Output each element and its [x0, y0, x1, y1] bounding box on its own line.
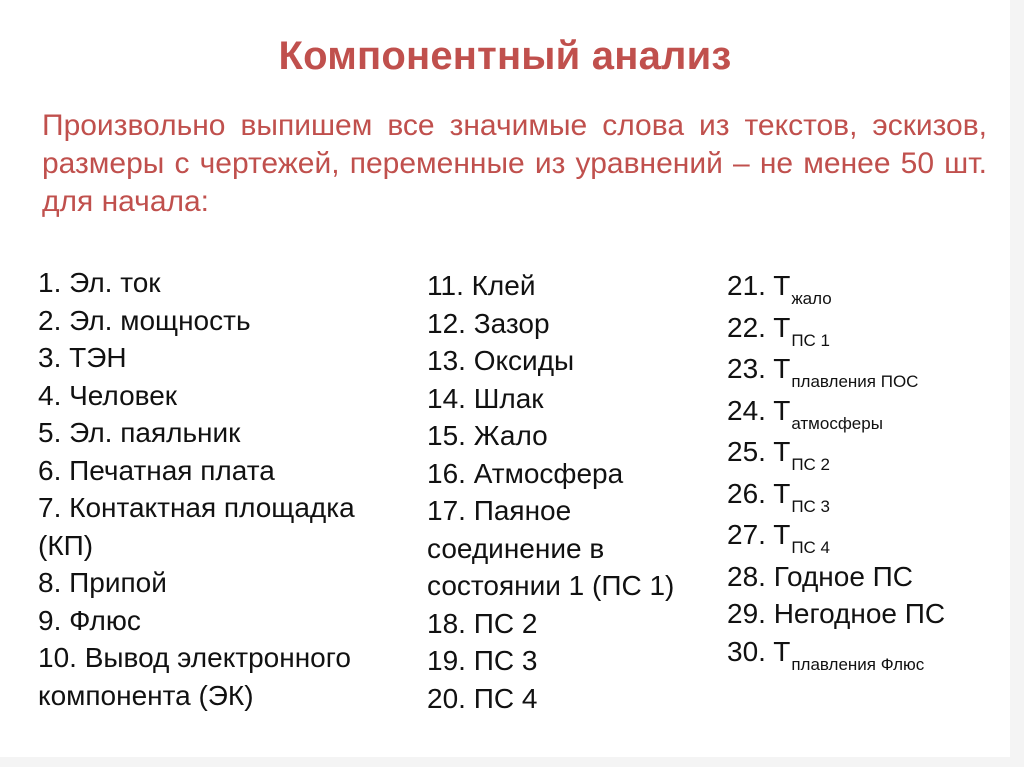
item-subscript: плавления Флюс: [791, 654, 925, 674]
list-item: 14. Шлак: [427, 382, 544, 414]
list-item: [727, 516, 1017, 558]
list-item: 11. Клей: [427, 270, 536, 301]
slide-title: Компонентный анализ: [278, 34, 732, 78]
list-item: 10. Вывод электронного компонента (ЭК): [38, 642, 351, 711]
list-item: 1. Эл. ток: [38, 267, 161, 298]
list-item: 16. Атмосфера: [427, 457, 624, 489]
list-item: 8. Припой: [38, 567, 167, 598]
list-item: [727, 633, 1017, 675]
list-column-3: [727, 267, 1017, 674]
item-subscript: ПС 2: [791, 455, 830, 474]
item-text: 24. T: [727, 394, 791, 426]
list-column-1: [38, 264, 408, 714]
item-text: 23. T: [727, 353, 791, 384]
item-text: 29. Негодное ПС: [727, 598, 946, 629]
list-item: 19. ПС 3: [427, 645, 538, 676]
list-item: 15. Жало: [427, 420, 548, 451]
list-item: 2. Эл. мощность: [38, 304, 251, 336]
list-item: 6. Печатная плата: [38, 454, 275, 486]
item-text: 28. Годное ПС: [727, 560, 914, 592]
list-column-2: [427, 267, 727, 717]
list-item: 7. Контактная площадка (КП): [38, 492, 355, 561]
list-item: [727, 433, 1017, 475]
item-text: 25. T: [727, 436, 791, 467]
list-item: [727, 392, 1017, 434]
list-item: 18. ПС 2: [427, 607, 538, 639]
item-text: 22. T: [727, 311, 791, 343]
list-item: [727, 595, 1017, 633]
item-text: 30. T: [727, 635, 791, 667]
item-subscript: жало: [791, 289, 832, 308]
list-item: 20. ПС 4: [427, 682, 538, 714]
list-item: [727, 475, 1017, 517]
list-item: 13. Оксиды: [427, 345, 575, 376]
list-item: 17. Паяное соединение в состоянии 1 (ПС 1): [427, 495, 675, 601]
item-text: 26. T: [727, 477, 791, 509]
list-item: [727, 309, 1017, 351]
list-item: 3. ТЭН: [38, 342, 127, 373]
list-item: [727, 558, 1017, 596]
list-item: [727, 267, 1017, 309]
item-subscript: атмосферы: [791, 413, 883, 433]
item-subscript: плавления ПОС: [791, 372, 919, 391]
list-item: [727, 350, 1017, 392]
list-item: 12. Зазор: [427, 307, 550, 339]
item-subscript: ПС 3: [791, 496, 830, 516]
intro-paragraph: Произвольно выпишем все значимые слова из текстов, эскизов, размеры с чертежей, переменные из уравнений – не менее 50 шт. для начала:: [42, 109, 987, 218]
list-item: 5. Эл. паяльник: [38, 417, 241, 448]
item-subscript: ПС 1: [791, 330, 830, 350]
list-item: 9. Флюс: [38, 604, 141, 636]
item-text: 21. T: [727, 270, 791, 301]
list-item: 4. Человек: [38, 379, 178, 411]
item-subscript: ПС 4: [791, 538, 830, 557]
item-text: 27. T: [727, 519, 791, 550]
